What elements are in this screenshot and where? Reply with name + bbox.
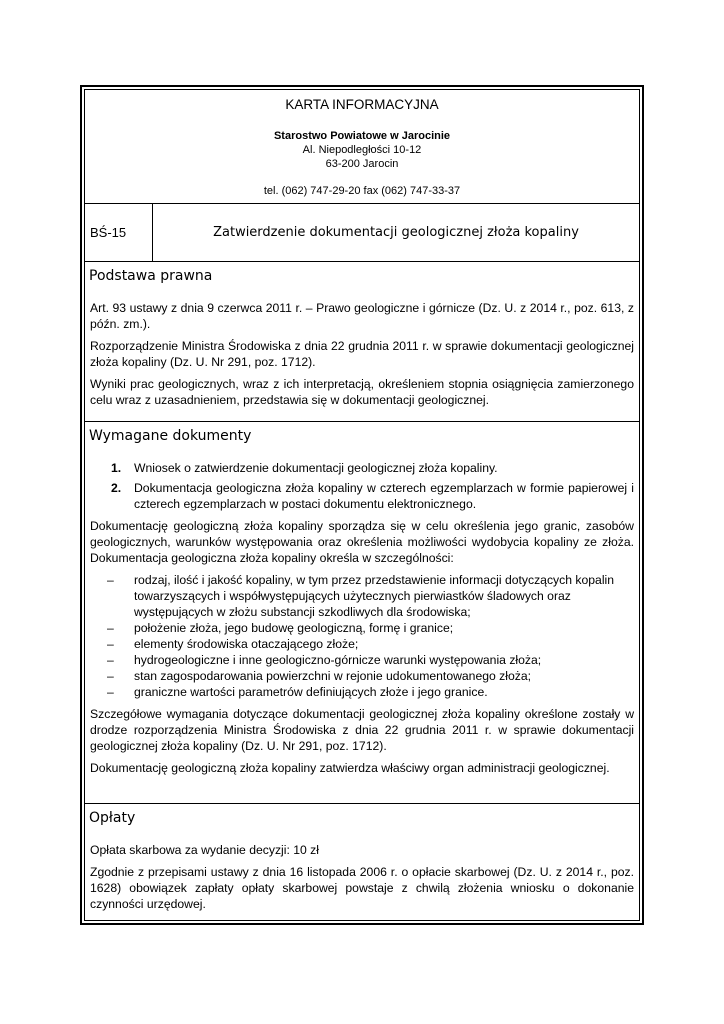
address-street: Al. Niepodległości 10-12 (302, 144, 422, 156)
required-documents-section (85, 422, 639, 804)
legal-basis-paragraph: Rozporządzenie Ministra Środowiska z dnia 22 grudnia 2011 r. w sprawie dokumentacji geologicznej złoża kopaliny (Dz. U. Nr 291, poz. 1712). (90, 339, 634, 369)
organization-name: Starostwo Powiatowe w Jarocinie (273, 130, 451, 142)
approval-authority: Dokumentację geologiczną złoża kopaliny zatwierdza właściwy organ administracji geologicznej. (90, 761, 610, 775)
list-item-text: położenie złoża, jego budowę geologiczną, formę i granice; (134, 621, 454, 635)
list-item (107, 620, 634, 636)
list-item (107, 668, 634, 684)
dash-bullet: – (107, 685, 114, 699)
legal-basis-section (85, 262, 639, 422)
list-item (107, 572, 634, 620)
list-item (111, 460, 634, 476)
card-header (85, 90, 639, 204)
dash-bullet: – (107, 669, 114, 683)
required-documents-list (90, 460, 634, 512)
list-item (107, 636, 634, 652)
dash-bullet: – (107, 573, 114, 587)
card-title: KARTA INFORMACYJNA (285, 97, 439, 112)
legal-basis-paragraph: Wyniki prac geologicznych, wraz z ich interpretacją, określeniem stopnia osiągnięcia zamierzonego celu wraz z uzasadnieniem, przedstawia się w dokumentacji geologicznej. (90, 377, 634, 407)
contact-phone-fax: tel. (062) 747-29-20 fax (062) 747-33-37 (263, 185, 461, 197)
info-card (80, 85, 644, 925)
procedure-title: Zatwierdzenie dokumentacji geologicznej złoża kopaliny (213, 225, 579, 240)
list-item (107, 652, 634, 668)
dash-bullet: – (107, 637, 114, 651)
required-documents-heading: Wymagane dokumenty (89, 428, 252, 444)
list-item (111, 480, 634, 512)
fees-section (85, 804, 639, 912)
legal-basis-paragraph: Art. 93 ustawy z dnia 9 czerwca 2011 r. – Prawo geologiczne i górnicze (Dz. U. z 2014 r., poz. 613, z późn. zm.). (90, 301, 634, 331)
stamp-duty-note: Zgodnie z przepisami ustawy z dnia 16 listopada 2006 r. o opłacie skarbowej (Dz. U. z 2014 r., poz. 1628) obowiązek zapłaty opłaty skarbowej powstaje z chwilą złożenia wniosku o dokonanie czynności urzędowej. (90, 865, 634, 911)
dash-bullet: – (107, 621, 114, 635)
list-item-text: stan zagospodarowania powierzchni w rejonie udokumentowanego złoża; (134, 669, 532, 683)
documentation-intro: Dokumentację geologiczną złoża kopaliny sporządza się w celu określenia jego granic, zasobów geologicznych, warunków występowania oraz określenia możliwości wydobycia kopaliny ze złoża. Dokumentacja geologiczna złoża kopaliny określa w szczególności: (90, 519, 634, 565)
list-item-text: Dokumentacja geologiczna złoża kopaliny w czterech egzemplarzach w formie papierowej i czterech egzemplarzach w postaci dokumentu elektronicznego. (134, 481, 634, 511)
list-item-text: hydrogeologiczne i inne geologiczno-górnicze warunki występowania złoża; (134, 653, 542, 667)
info-card-inner (84, 89, 640, 921)
documentation-scope-list (90, 572, 634, 700)
list-item-text: rodzaj, ilość i jakość kopaliny, w tym przez przedstawienie informacji dotyczących kopalin towarzyszących i współwystępujących użytecznych pierwiastków śladowych oraz występujących w złożu substancji szkodliwych dla środowiska; (134, 573, 615, 619)
list-item-text: elementy środowiska otaczającego złoże; (134, 637, 359, 651)
list-item-text: graniczne wartości parametrów definiujących złoże i jego granice. (134, 685, 488, 699)
list-item-text: Wniosek o zatwierdzenie dokumentacji geologicznej złoża kopaliny. (134, 461, 498, 475)
legal-basis-heading: Podstawa prawna (89, 268, 213, 284)
list-item-number: 1. (111, 461, 122, 475)
fees-heading: Opłaty (89, 810, 136, 826)
card-code-row (85, 204, 639, 262)
list-item (107, 684, 634, 700)
dash-bullet: – (107, 653, 114, 667)
address-city: 63-200 Jarocin (325, 158, 399, 170)
list-item-number: 2. (111, 481, 122, 495)
detailed-requirements: Szczegółowe wymagania dotyczące dokumentacji geologicznej złoża kopaliny określone zostały w drodze rozporządzenia Ministra Środowiska z dnia 22 grudnia 2011 r. w sprawie dokumentacji geologicznej złoża kopaliny (Dz. U. Nr 291, poz. 1712). (90, 707, 634, 753)
stamp-duty-fee: Opłata skarbowa za wydanie decyzji: 10 zł (90, 843, 319, 857)
card-code: BŚ-15 (85, 204, 153, 261)
